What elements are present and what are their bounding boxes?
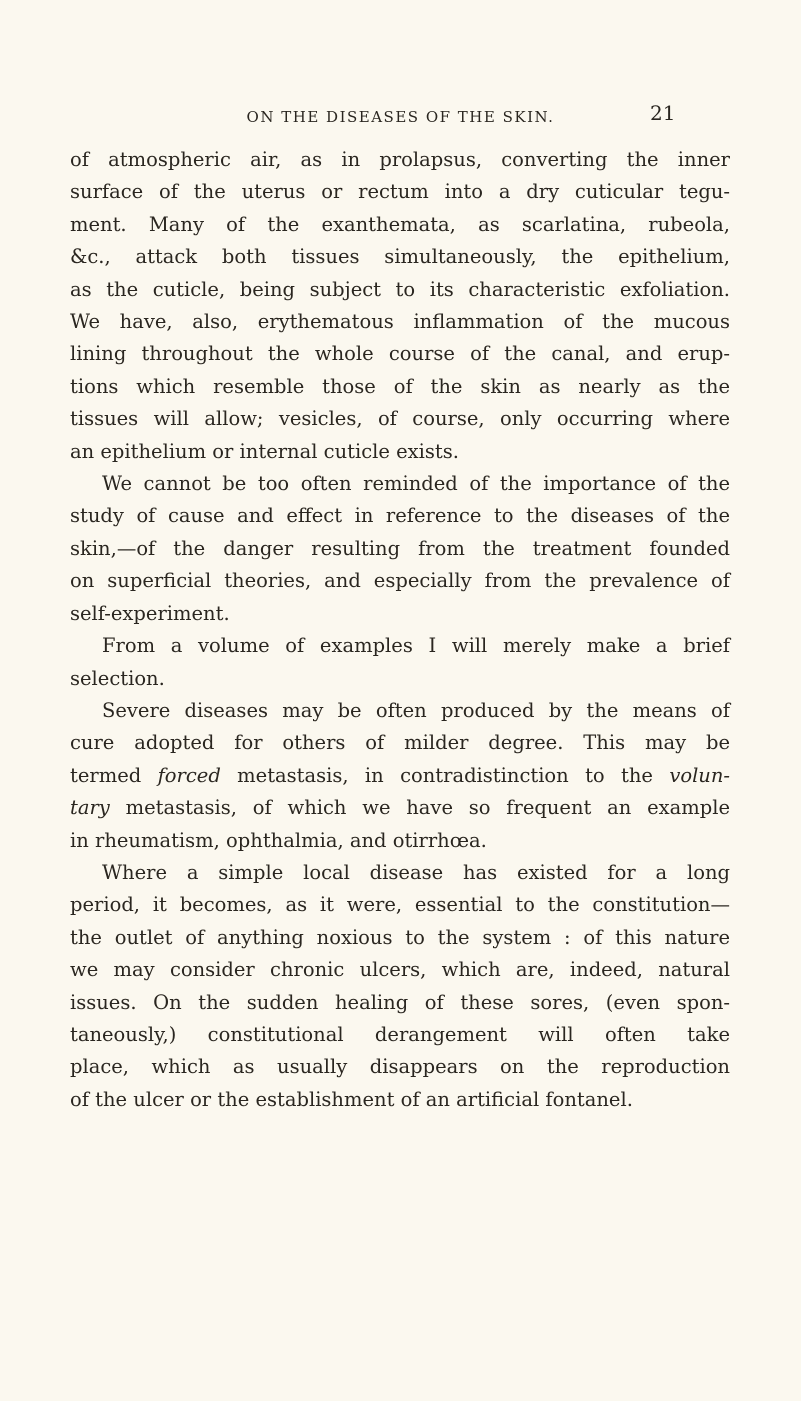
paragraph [70,468,730,630]
text-line [70,695,730,727]
text-line: period, it becomes, as it were, essential to the constitution— [70,893,730,917]
text-line: on superficial theories, and especially from the prevalence of [70,569,730,593]
text-line: selection. [70,666,165,690]
text-line: as the cuticle, being subject to its characteristic exfoliation. [70,277,730,301]
text-line: surface of the uterus or rectum into a dry cuticular tegu- [70,180,730,204]
text-line [70,727,730,759]
body-text [70,144,730,1116]
text-line: We cannot be too often reminded of the importance of the [102,472,730,496]
text-line: From a volume of examples I will merely make a brief [102,634,730,658]
text-line: self-experiment. [70,601,230,625]
text-line: &c., attack both tissues simultaneously, the epithelium, [70,245,730,269]
text-line: lining throughout the whole course of the canal, and erup- [70,342,730,366]
text-line: skin,—of the danger resulting from the treatment founded [70,536,730,560]
italic-term: tary [70,796,110,820]
text-run: in rheumatism, ophthalmia, and otirrhœa. [70,828,487,852]
italic-term: forced [157,763,221,787]
paragraph [70,695,730,857]
text-line: issues. On the sudden healing of these sores, (even spon- [70,990,730,1014]
text-line: an epithelium or internal cuticle exists. [70,439,459,463]
paragraph [70,144,730,468]
text-line: Where a simple local disease has existed for a long [102,860,730,884]
text-run: metastasis, of which we have so frequent an example [109,796,730,820]
text-run: termed [70,763,158,787]
page-number: 21 [650,101,676,125]
text-line: we may consider chronic ulcers, which are, indeed, natural [70,958,730,982]
paragraph [70,857,730,1116]
text-line: of the ulcer or the establishment of an artificial fontanel. [70,1087,633,1111]
text-line: of atmospheric air, as in prolapsus, converting the inner [70,148,730,171]
text-line: tions which resemble those of the skin as nearly as the [70,374,730,398]
text-run: Severe diseases may be often produced by the means of [102,698,730,722]
text-line: tissues will allow; vesicles, of course, only occurring where [70,407,730,431]
text-line [70,792,730,824]
text-line: the outlet of anything noxious to the system : of this nature [70,925,730,949]
text-line: ment. Many of the exanthemata, as scarlatina, rubeola, [70,212,730,236]
text-run: metastasis, in contradistinction to the [220,763,670,787]
text-line: study of cause and effect in reference to the diseases of the [70,504,730,528]
italic-term: volun- [669,763,731,787]
text-line [70,760,730,792]
text-line: taneously,) constitutional derangement will often take [70,1022,730,1046]
paragraph [70,630,730,695]
text-line: We have, also, erythematous inflammation of the mucous [70,310,730,334]
text-line: place, which as usually disappears on the reproduction [70,1055,730,1079]
running-head: ON THE DISEASES OF THE SKIN. [246,108,555,126]
text-run: cure adopted for others of milder degree. This may be [70,731,730,755]
text-line [70,825,730,857]
